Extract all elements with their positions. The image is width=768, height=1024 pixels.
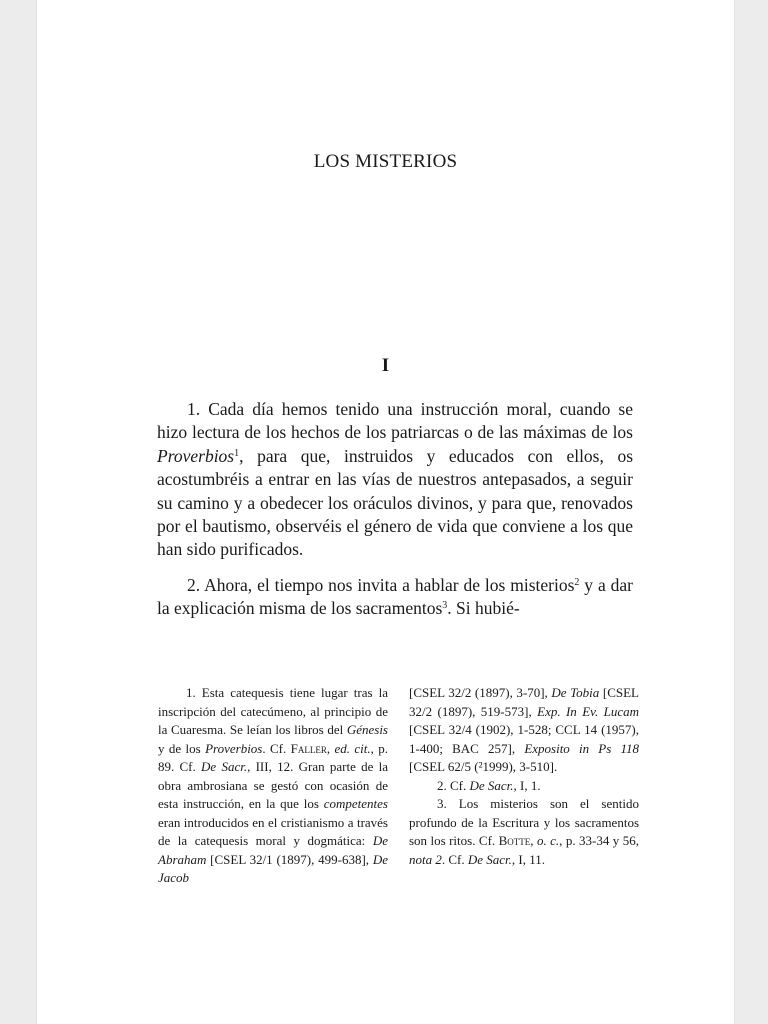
footnote-ref: 3 (442, 600, 448, 612)
footnote-2: 2. Cf. De Sacr., I, 1. (437, 777, 541, 793)
paragraph-number: 2. (187, 574, 201, 595)
main-text (157, 398, 633, 621)
footnote-1: 1. Esta catequesis tiene lugar tras la inscripción del catecúmeno, al principio de la Cuaresma. Se leían los libros del Génesis y de los Proverbios. Cf. Faller, ed. cit., p. 89. Cf. De Sacr., III, 12. Gran parte de la obra ambrosiana se gestó con ocasión de esta instrucción, en la que los competentes eran introducidos en el cristianismo a través de la catequesis moral y dogmática: De Abraham [CSEL 32/1 (1897), 499-638], De Jacob (158, 685, 389, 885)
paragraph-2: 2. Ahora, el tiempo nos invita a hablar de los misterios$^2$ y a dar la explicación misma de los sacramentos$^3$. Si hubié- (157, 574, 633, 619)
paragraph-number: 1. (187, 399, 201, 419)
footnote-3: 3. Los misterios son el sentido profundo de la Escritura y los sacramentos son los ritos. Cf. Botte, o. c., p. 33-34 y 56, nota 2. Cf. De Sacr., I, 11. (409, 796, 639, 867)
page-title: LOS MISTERIOS (313, 151, 458, 172)
chapter-numeral: I (381, 355, 390, 376)
footnote-1-continued: [CSEL 32/2 (1897), 3-70], De Tobia [CSEL 32/2 (1897), 519-573], Exp. In Ev. Lucam [CSEL 32/4 (1902), 1-528; CCL 14 (1957), 1-400; BAC 257], Exposito in Ps 118 [CSEL 62/5 (²1999), 3-510]. (409, 685, 640, 774)
paragraph-1: 1. Cada día hemos tenido una instrucción moral, cuando se hizo lectura de los hechos de los patriarcas o de las máximas de los Proverbios$^1$, para que, instruidos y educados con ellos, os acostumbréis a entrar en las vías de nuestros antepasados, a seguir su camino y a obedecer los oráculos divinos, y para que, renovados por el bautismo, observéis el género de vida que conviene a los que han sido purificados. (157, 399, 633, 560)
footnotes-right-column (409, 684, 639, 869)
footnotes-left-column (158, 684, 388, 888)
footnote-ref: 1 (234, 447, 240, 459)
footnote-ref: 2 (574, 576, 580, 588)
book-page (36, 0, 735, 1024)
